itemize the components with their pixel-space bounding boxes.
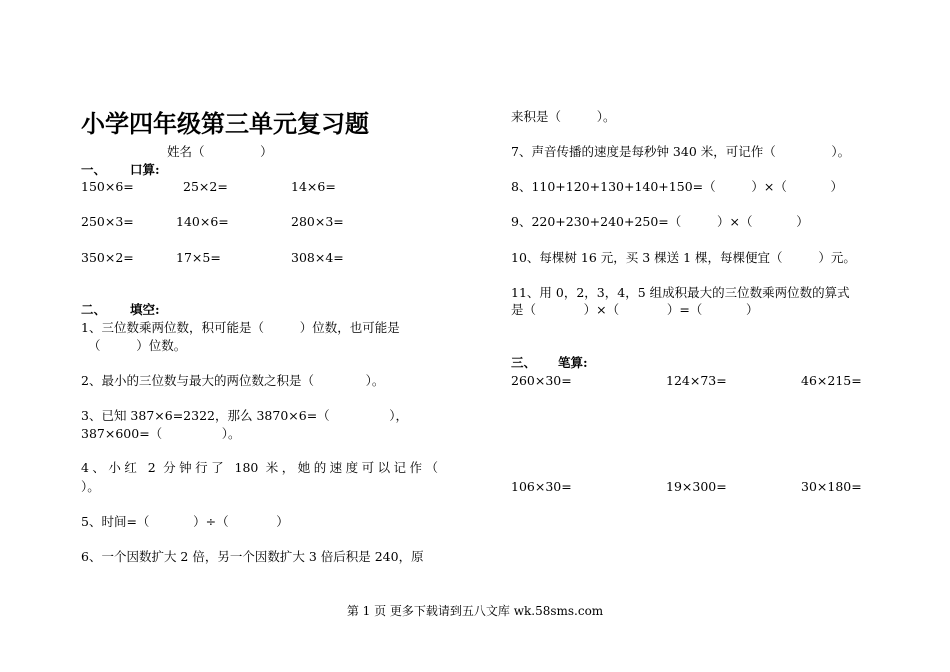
section3-title: 笔算: — [558, 355, 588, 370]
question-1-line1: 1、三位数乘两位数，积可能是（ ）位数，也可能是 — [81, 320, 400, 335]
name-field-label: 姓名（ ） — [167, 144, 273, 159]
section2-number: 二、 — [81, 302, 107, 317]
oral-item: 17×5= — [176, 250, 221, 265]
oral-item: 250×3= — [81, 214, 134, 229]
question-5: 5、时间=（ ）÷（ ） — [81, 514, 289, 529]
question-8: 8、110+120+130+140+150=（ ）×（ ） — [511, 179, 844, 194]
written-item: 46×215= — [801, 373, 862, 388]
written-item: 260×30= — [511, 373, 572, 388]
section1-title: 口算: — [130, 162, 160, 177]
question-3-line1: 3、已知 387×6=2322，那么 3870×6=（ ）， — [81, 408, 409, 423]
section3-number: 三、 — [511, 355, 537, 370]
worksheet-title: 小学四年级第三单元复习题 — [81, 110, 369, 138]
question-4-line2: ）。 — [81, 479, 100, 494]
oral-item: 308×4= — [291, 250, 344, 265]
question-6: 6、一个因数扩大 2 倍，另一个因数扩大 3 倍后积是 240，原 — [81, 549, 424, 564]
oral-item: 280×3= — [291, 214, 344, 229]
written-item: 106×30= — [511, 479, 572, 494]
oral-item: 140×6= — [176, 214, 229, 229]
question-1-line2: （ ）位数。 — [88, 338, 187, 353]
question-2: 2、最小的三位数与最大的两位数之积是（ ）。 — [81, 373, 385, 388]
written-item: 30×180= — [801, 479, 862, 494]
oral-item: 25×2= — [183, 179, 228, 194]
written-item: 19×300= — [666, 479, 727, 494]
question-11-line1: 11、用 0，2，3，4，5 组成积最大的三位数乘两位数的算式 — [511, 285, 850, 300]
oral-item: 14×6= — [291, 179, 336, 194]
question-9: 9、220+230+240+250=（ ）×（ ） — [511, 214, 809, 229]
written-item: 124×73= — [666, 373, 727, 388]
oral-item: 350×2= — [81, 250, 134, 265]
question-3-line2: 387×600=（ ）。 — [81, 426, 241, 441]
page-footer: 第 1 页 更多下载请到五八文库 wk.58sms.com — [346, 604, 604, 618]
question-6-continued: 来积是（ ）。 — [511, 109, 616, 124]
question-10: 10、每棵树 16 元，买 3 棵送 1 棵，每棵便宜（ ）元。 — [511, 250, 856, 265]
section2-title: 填空: — [130, 302, 160, 317]
question-4-line1: 4、小红 2 分钟行了 180 米，她的速度可以记作（ — [81, 460, 438, 475]
question-11-line2: 是（ ）×（ ）=（ ） — [511, 302, 759, 317]
question-7: 7、声音传播的速度是每秒钟 340 米，可记作（ ）。 — [511, 144, 851, 159]
oral-item: 150×6= — [81, 179, 134, 194]
section1-number: 一、 — [81, 162, 107, 177]
